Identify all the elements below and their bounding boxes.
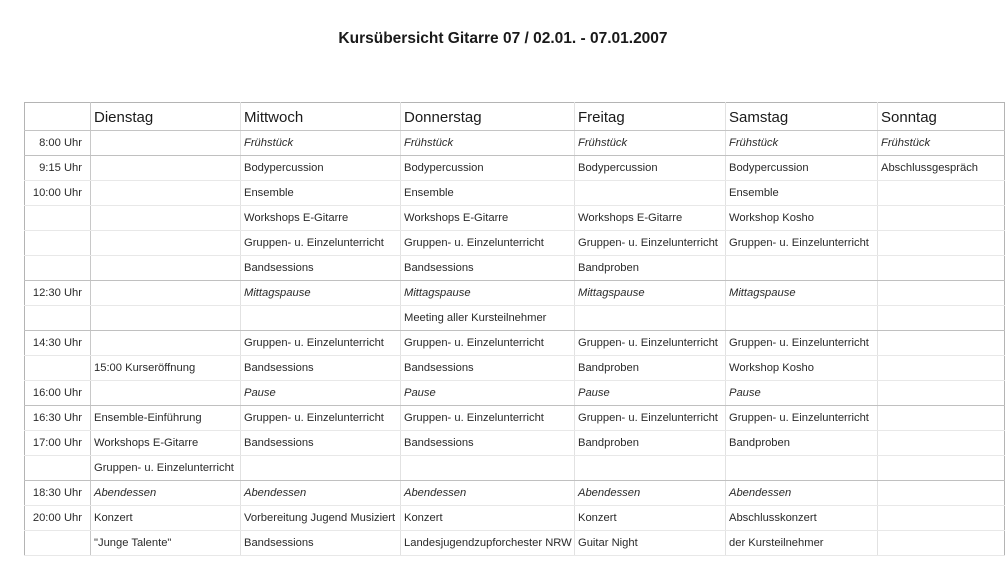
time-cell: 10:00 Uhr xyxy=(25,181,91,206)
schedule-cell: Abendessen xyxy=(575,481,726,506)
schedule-cell xyxy=(575,306,726,331)
schedule-cell: Pause xyxy=(575,381,726,406)
schedule-cell: Bandsessions xyxy=(401,356,575,381)
schedule-cell: Ensemble xyxy=(726,181,878,206)
schedule-row xyxy=(25,256,1005,281)
schedule-cell: Konzert xyxy=(575,506,726,531)
schedule-cell: Pause xyxy=(401,381,575,406)
schedule-cell xyxy=(878,256,1005,281)
schedule-cell xyxy=(401,456,575,481)
schedule-cell: Frühstück xyxy=(878,131,1005,156)
schedule-cell: Gruppen- u. Einzelunterricht xyxy=(726,231,878,256)
time-cell xyxy=(25,206,91,231)
schedule-row xyxy=(25,356,1005,381)
schedule-cell xyxy=(878,306,1005,331)
time-cell xyxy=(25,456,91,481)
schedule-cell: Bodypercussion xyxy=(241,156,401,181)
corner-cell xyxy=(25,103,91,131)
schedule-cell: "Junge Talente" xyxy=(91,531,241,556)
schedule-cell: Bandsessions xyxy=(241,431,401,456)
schedule-cell xyxy=(878,506,1005,531)
schedule-cell xyxy=(878,481,1005,506)
schedule-cell xyxy=(878,281,1005,306)
schedule-cell: Gruppen- u. Einzelunterricht xyxy=(575,231,726,256)
schedule-cell: Gruppen- u. Einzelunterricht xyxy=(241,231,401,256)
schedule-cell: Mittagspause xyxy=(575,281,726,306)
schedule-cell: Frühstück xyxy=(241,131,401,156)
schedule-cell: Ensemble xyxy=(401,181,575,206)
schedule-cell: Konzert xyxy=(91,506,241,531)
schedule-cell: der Kursteilnehmer xyxy=(726,531,878,556)
schedule-cell: Frühstück xyxy=(726,131,878,156)
schedule-table xyxy=(24,102,1005,556)
schedule-cell xyxy=(575,456,726,481)
schedule-row xyxy=(25,431,1005,456)
schedule-cell: Bodypercussion xyxy=(401,156,575,181)
schedule-cell: Gruppen- u. Einzelunterricht xyxy=(401,331,575,356)
schedule-cell: Mittagspause xyxy=(241,281,401,306)
schedule-cell xyxy=(878,431,1005,456)
time-cell: 8:00 Uhr xyxy=(25,131,91,156)
schedule-cell: Abschlusskonzert xyxy=(726,506,878,531)
schedule-cell xyxy=(91,231,241,256)
schedule-cell: Bandsessions xyxy=(241,531,401,556)
schedule-cell xyxy=(91,181,241,206)
schedule-cell: Gruppen- u. Einzelunterricht xyxy=(401,231,575,256)
schedule-cell: Konzert xyxy=(401,506,575,531)
schedule-cell: Ensemble-Einführung xyxy=(91,406,241,431)
schedule-cell: Abendessen xyxy=(401,481,575,506)
time-cell: 20:00 Uhr xyxy=(25,506,91,531)
schedule-cell: Frühstück xyxy=(575,131,726,156)
schedule-row xyxy=(25,406,1005,431)
schedule-cell xyxy=(878,356,1005,381)
schedule-cell xyxy=(878,331,1005,356)
schedule-cell xyxy=(91,281,241,306)
schedule-cell xyxy=(91,306,241,331)
schedule-cell xyxy=(91,156,241,181)
schedule-cell: Pause xyxy=(241,381,401,406)
schedule-row xyxy=(25,331,1005,356)
day-header: Dienstag xyxy=(91,103,241,131)
schedule-row xyxy=(25,206,1005,231)
schedule-row xyxy=(25,181,1005,206)
schedule-cell xyxy=(878,531,1005,556)
schedule-cell: Bodypercussion xyxy=(575,156,726,181)
time-cell: 17:00 Uhr xyxy=(25,431,91,456)
time-cell xyxy=(25,256,91,281)
schedule-cell: Mittagspause xyxy=(726,281,878,306)
day-header: Sonntag xyxy=(878,103,1005,131)
schedule-cell xyxy=(91,381,241,406)
schedule-row xyxy=(25,281,1005,306)
day-header: Samstag xyxy=(726,103,878,131)
schedule-cell: Abschlussgespräch xyxy=(878,156,1005,181)
time-cell xyxy=(25,306,91,331)
schedule-cell: Bandproben xyxy=(726,431,878,456)
schedule-row xyxy=(25,506,1005,531)
time-cell: 12:30 Uhr xyxy=(25,281,91,306)
schedule-cell: Bodypercussion xyxy=(726,156,878,181)
schedule-cell: Bandproben xyxy=(575,256,726,281)
schedule-cell: Workshops E-Gitarre xyxy=(575,206,726,231)
page-title: Kursübersicht Gitarre 07 / 02.01. - 07.01.2007 xyxy=(338,30,668,47)
day-header-row xyxy=(25,103,1005,131)
schedule-cell xyxy=(241,456,401,481)
schedule-cell xyxy=(726,256,878,281)
schedule-cell xyxy=(878,456,1005,481)
schedule-cell: Workshop Kosho xyxy=(726,356,878,381)
schedule-cell xyxy=(91,206,241,231)
schedule-cell: Bandsessions xyxy=(401,431,575,456)
day-header: Freitag xyxy=(575,103,726,131)
schedule-cell: Workshop Kosho xyxy=(726,206,878,231)
schedule-cell: Workshops E-Gitarre xyxy=(241,206,401,231)
schedule-row xyxy=(25,381,1005,406)
schedule-cell: Ensemble xyxy=(241,181,401,206)
schedule-cell xyxy=(91,331,241,356)
schedule-cell: Frühstück xyxy=(401,131,575,156)
day-header: Mittwoch xyxy=(241,103,401,131)
schedule-cell: Abendessen xyxy=(726,481,878,506)
time-cell xyxy=(25,531,91,556)
schedule-cell: 15:00 Kurseröffnung xyxy=(91,356,241,381)
schedule-cell xyxy=(91,256,241,281)
schedule-cell: Bandsessions xyxy=(241,356,401,381)
time-cell: 16:00 Uhr xyxy=(25,381,91,406)
schedule-cell: Bandsessions xyxy=(241,256,401,281)
schedule-cell xyxy=(241,306,401,331)
schedule-cell xyxy=(878,206,1005,231)
schedule-cell: Gruppen- u. Einzelunterricht xyxy=(401,406,575,431)
schedule-row xyxy=(25,156,1005,181)
schedule-cell: Workshops E-Gitarre xyxy=(91,431,241,456)
schedule-cell xyxy=(878,181,1005,206)
schedule-row xyxy=(25,481,1005,506)
schedule-cell: Mittagspause xyxy=(401,281,575,306)
schedule-cell xyxy=(878,381,1005,406)
schedule-cell: Vorbereitung Jugend Musiziert xyxy=(241,506,401,531)
schedule-cell: Gruppen- u. Einzelunterricht xyxy=(241,331,401,356)
schedule-cell xyxy=(878,231,1005,256)
schedule-cell: Gruppen- u. Einzelunterricht xyxy=(575,406,726,431)
schedule-cell: Landesjugendzupforchester NRW xyxy=(401,531,575,556)
time-cell xyxy=(25,231,91,256)
time-cell: 9:15 Uhr xyxy=(25,156,91,181)
schedule-cell: Gruppen- u. Einzelunterricht xyxy=(575,331,726,356)
schedule-cell xyxy=(91,131,241,156)
schedule-row xyxy=(25,531,1005,556)
schedule-cell: Meeting aller Kursteilnehmer xyxy=(401,306,575,331)
schedule-body xyxy=(25,131,1005,556)
schedule-cell: Bandproben xyxy=(575,356,726,381)
schedule-cell: Gruppen- u. Einzelunterricht xyxy=(726,331,878,356)
schedule-row xyxy=(25,131,1005,156)
schedule-cell xyxy=(878,406,1005,431)
schedule-row xyxy=(25,456,1005,481)
schedule-cell: Abendessen xyxy=(91,481,241,506)
time-cell: 14:30 Uhr xyxy=(25,331,91,356)
schedule-cell xyxy=(726,306,878,331)
time-cell: 18:30 Uhr xyxy=(25,481,91,506)
schedule-cell: Abendessen xyxy=(241,481,401,506)
time-cell xyxy=(25,356,91,381)
schedule-cell: Bandsessions xyxy=(401,256,575,281)
schedule-cell xyxy=(575,181,726,206)
schedule-cell xyxy=(726,456,878,481)
schedule-cell: Pause xyxy=(726,381,878,406)
schedule-cell: Gruppen- u. Einzelunterricht xyxy=(241,406,401,431)
time-cell: 16:30 Uhr xyxy=(25,406,91,431)
schedule-cell: Gruppen- u. Einzelunterricht xyxy=(726,406,878,431)
schedule-cell: Guitar Night xyxy=(575,531,726,556)
day-header: Donnerstag xyxy=(401,103,575,131)
schedule-cell: Bandproben xyxy=(575,431,726,456)
schedule-cell: Gruppen- u. Einzelunterricht xyxy=(91,456,241,481)
schedule-row xyxy=(25,306,1005,331)
schedule-row xyxy=(25,231,1005,256)
schedule-cell: Workshops E-Gitarre xyxy=(401,206,575,231)
